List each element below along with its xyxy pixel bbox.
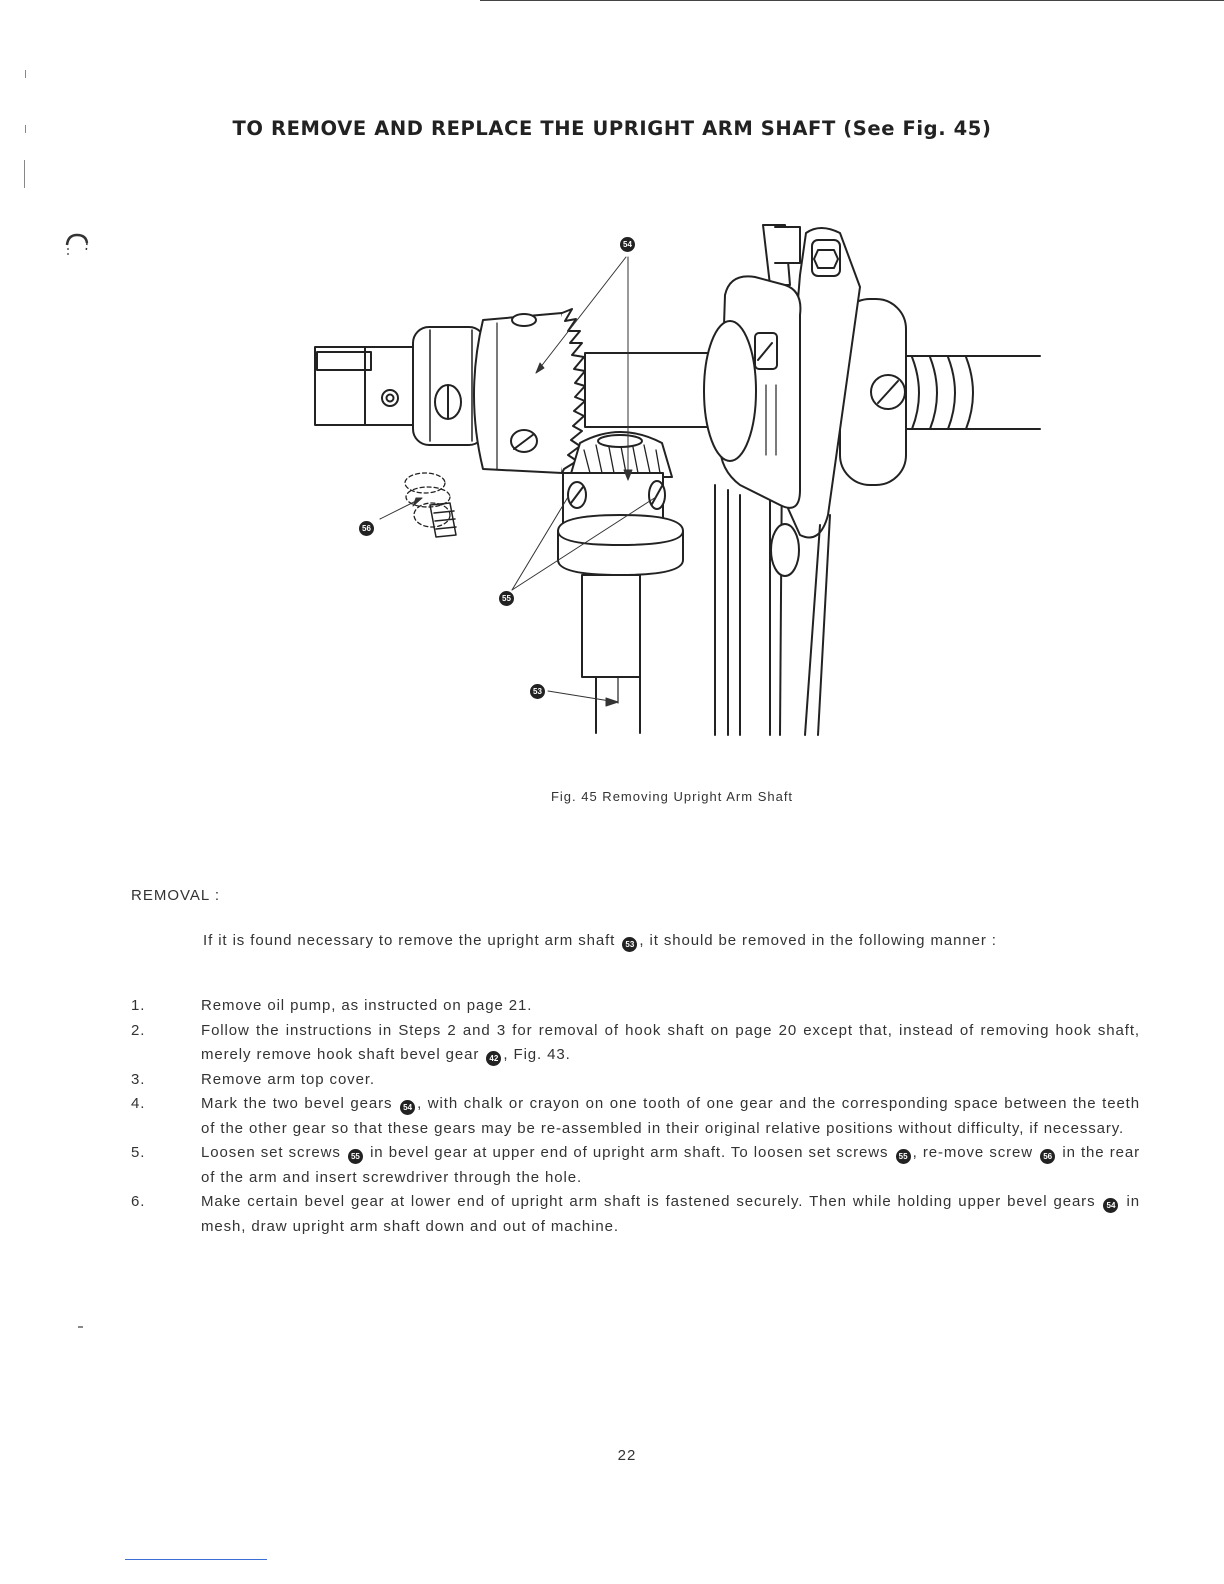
arm-shaft-key [317, 352, 371, 370]
ref-badge: 42 [486, 1051, 501, 1066]
ref-badge: 55 [348, 1149, 363, 1164]
step-text: Follow the instructions in Steps 2 and 3 for removal of hook shaft on page 20 except that, instead of removing hook shaft, merely remove hook shaft bevel gear [201, 1021, 1140, 1063]
screw-56-thread [430, 503, 456, 537]
figure-caption: Fig. 45 Removing Upright Arm Shaft [550, 789, 794, 804]
ref-badge: 54 [1103, 1198, 1118, 1213]
callout-56: 56 [359, 521, 374, 536]
ref-badge: 56 [1040, 1149, 1055, 1164]
step-number: 5. [131, 1144, 146, 1161]
step-text: Remove oil pump, as instructed on page 21. [201, 997, 533, 1014]
screw-56-detail [405, 473, 450, 527]
step-1 [131, 994, 1140, 1019]
callout-54: 54 [620, 237, 635, 252]
binding-hole-icon [62, 229, 92, 263]
step-text: , with chalk or crayon on one tooth of one gear and the corresponding space between the teeth of the other gear so that these gears may be re-assembled in their original relative positions without difficulty, if necessary. [201, 1095, 1140, 1137]
page-number: 22 [617, 1447, 637, 1464]
intro-text: , it should be removed in the following manner : [639, 932, 997, 949]
step-number: 3. [131, 1070, 146, 1088]
step-text: in bevel gear at upper end of upright arm shaft. To loosen set screws [370, 1144, 889, 1161]
callout-55: 55 [499, 591, 514, 606]
step-text: Mark the two bevel gears [201, 1095, 393, 1112]
step-number: 1. [131, 997, 146, 1014]
step-number: 2. [131, 1021, 146, 1039]
section-heading: REMOVAL : [131, 887, 221, 904]
step-text: , re-move screw [912, 1144, 1033, 1161]
step-3 [131, 1068, 1140, 1093]
bottom-link-line [125, 1559, 267, 1560]
step-5 [131, 1141, 1140, 1190]
step-text: Make certain bevel gear at lower end of upright arm shaft is fastened securely. Then while holding upper bevel gears [201, 1193, 1096, 1210]
ref-badge: 53 [622, 937, 637, 952]
ref-badge: 54 [400, 1100, 415, 1115]
step-2 [131, 1019, 1140, 1068]
ref-badge: 55 [896, 1149, 911, 1164]
figure-upright-arm-shaft [300, 215, 1060, 760]
removal-steps [131, 994, 1140, 1239]
step-number: 4. [131, 1095, 146, 1112]
margin-mark [24, 160, 25, 188]
step-4 [131, 1092, 1140, 1141]
intro-text: If it is found necessary to remove the upright arm shaft [203, 932, 616, 949]
step-number: 6. [131, 1193, 146, 1210]
step-6 [131, 1190, 1140, 1239]
callout-53: 53 [530, 684, 545, 699]
step-text: Loosen set screws [201, 1144, 341, 1161]
margin-mark [25, 70, 26, 78]
step-text: in mesh, draw upright arm shaft down and out of machine. [201, 1193, 1140, 1235]
top-rule [480, 0, 1224, 1]
margin-mark [78, 1326, 83, 1328]
step-text: in the rear of the arm and insert screwdriver through the hole. [201, 1144, 1140, 1186]
step-text: Remove arm top cover. [201, 1070, 375, 1088]
intro-paragraph [131, 927, 1140, 955]
page-title: TO REMOVE AND REPLACE THE UPRIGHT ARM SHAFT (See Fig. 45) [232, 117, 992, 140]
step-text: , Fig. 43. [503, 1046, 571, 1063]
upright-shaft-sleeve [582, 575, 640, 677]
